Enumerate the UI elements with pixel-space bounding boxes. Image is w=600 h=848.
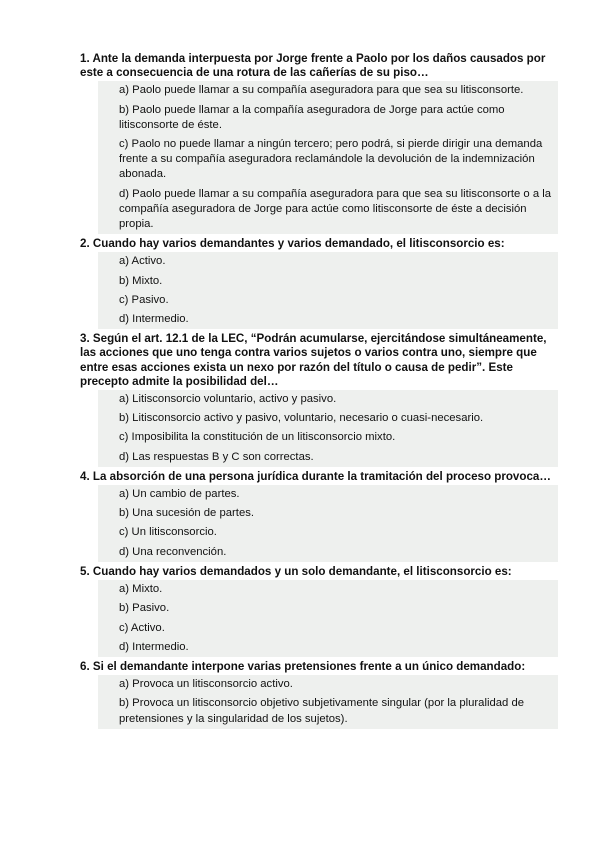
answer-list bbox=[98, 580, 558, 657]
answer-option: d) Las respuestas B y C son correctas. bbox=[119, 450, 314, 463]
answer-option: d) Intermedio. bbox=[119, 640, 189, 653]
answer-option: a) Activo. bbox=[119, 255, 166, 268]
answer-option: d) Una reconvención. bbox=[119, 545, 227, 558]
answer-list bbox=[98, 390, 558, 467]
answer-option: c) Imposibilita la constitución de un litisconsorcio mixto. bbox=[119, 431, 396, 444]
answer-list bbox=[98, 485, 558, 562]
answer-option: a) Mixto. bbox=[119, 583, 163, 596]
answer-option: c) Activo. bbox=[119, 621, 165, 634]
answer-option: a) Un cambio de partes. bbox=[119, 488, 240, 501]
question-text: 2. Cuando hay varios demandantes y varios demandado, el litisconsorcio es: bbox=[80, 237, 505, 251]
question-text: 4. La absorción de una persona jurídica durante la tramitación del proceso provoca… bbox=[80, 469, 551, 483]
question-text: 3. Según el art. 12.1 de la LEC, “Podrán acumularse, ejercitándose simultáneamente, las acciones que uno tenga contra varios sujetos o varios contra uno, siempre que entre esas acciones exista un nexo por razón del título o causa de pedir”. Este precepto admite la posibilidad del… bbox=[80, 332, 547, 388]
question-5 bbox=[80, 565, 558, 657]
answer-option: d) Paolo puede llamar a su compañía aseguradora para que sea su litisconsorte o a la compañía aseguradora de Jorge para actúe como litisconsorte de éste a decisión propia. bbox=[119, 187, 552, 231]
question-6 bbox=[80, 660, 558, 729]
answer-option: c) Paolo no puede llamar a ningún tercero; pero podrá, si pierde dirigir una demanda frente a su compañía aseguradora reclamándole la devolución de la indemnización abonada. bbox=[119, 138, 543, 181]
answer-option: b) Pasivo. bbox=[119, 602, 170, 615]
question-4 bbox=[80, 470, 558, 562]
question-2 bbox=[80, 237, 558, 329]
answer-option: a) Paolo puede llamar a su compañía aseguradora para que sea su litisconsorte. bbox=[119, 84, 524, 97]
answer-option: a) Provoca un litisconsorcio activo. bbox=[119, 678, 293, 691]
answer-option: c) Un litisconsorcio. bbox=[119, 526, 217, 539]
answer-option: b) Provoca un litisconsorcio objetivo subjetivamente singular (por la pluralidad de pretensiones y la singularidad de los sujetos). bbox=[119, 697, 525, 725]
answer-list bbox=[98, 252, 558, 329]
question-1 bbox=[80, 52, 558, 234]
answer-option: a) Litisconsorcio voluntario, activo y pasivo. bbox=[119, 393, 337, 406]
answer-option: d) Intermedio. bbox=[119, 313, 189, 326]
answer-option: b) Litisconsorcio activo y pasivo, voluntario, necesario o cuasi-necesario. bbox=[119, 412, 484, 425]
question-text: 5. Cuando hay varios demandados y un solo demandante, el litisconsorcio es: bbox=[80, 564, 512, 578]
answer-list bbox=[98, 675, 558, 729]
answer-list bbox=[98, 81, 558, 234]
answer-option: b) Paolo puede llamar a la compañía aseguradora de Jorge para actúe como litisconsorte de éste. bbox=[119, 103, 505, 131]
answer-option: b) Mixto. bbox=[119, 274, 163, 287]
question-text: 6. Si el demandante interpone varias pretensiones frente a un único demandado: bbox=[80, 659, 526, 673]
answer-option: c) Pasivo. bbox=[119, 293, 169, 306]
question-3 bbox=[80, 332, 558, 467]
question-text: 1. Ante la demanda interpuesta por Jorge frente a Paolo por los daños causados por este a consecuencia de una rotura de las cañerías de su piso… bbox=[80, 52, 546, 80]
answer-option: b) Una sucesión de partes. bbox=[119, 507, 255, 520]
